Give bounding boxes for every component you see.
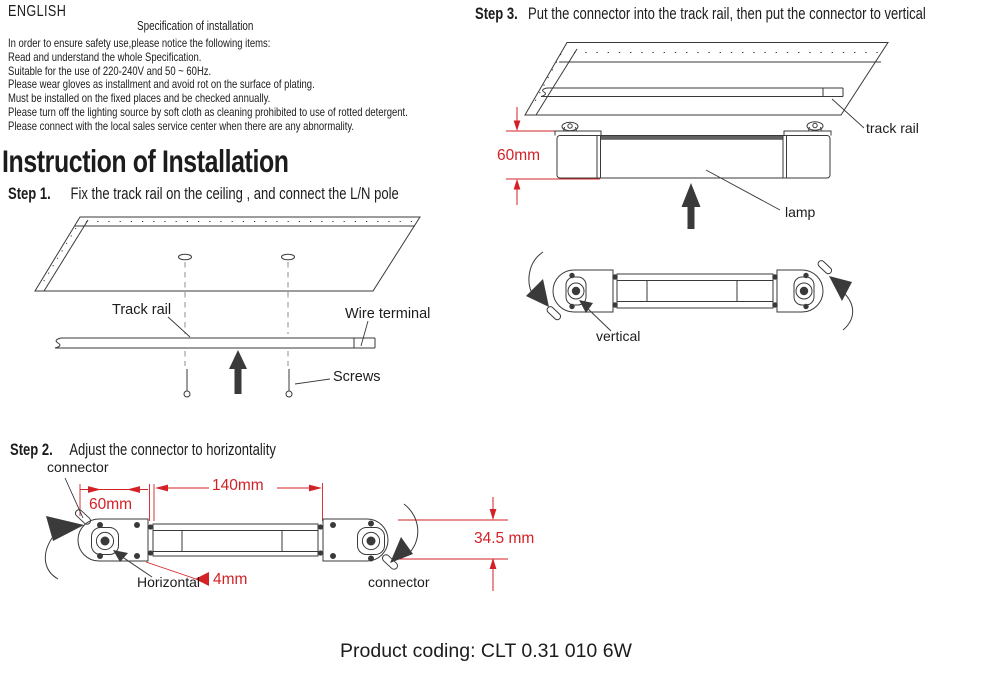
- step3-label: Step 3.: [475, 5, 518, 23]
- alignment-guides: [185, 262, 288, 366]
- safety-notice-item: Suitable for the use of 220-240V and 50 ~ 60Hz.: [8, 63, 212, 78]
- connector-knob: [807, 122, 823, 131]
- release-tab: [546, 305, 562, 321]
- rotate-arrow-right: [390, 504, 418, 563]
- lamp-label: lamp: [785, 204, 816, 220]
- step1-description: Fix the track rail on the ceiling , and connect the L/N pole: [70, 185, 399, 203]
- up-arrow: [229, 350, 247, 394]
- connector-label-top: connector: [47, 459, 109, 475]
- dim-4mm-label: 4mm: [213, 571, 248, 588]
- track-rail-drawing: [541, 88, 843, 97]
- safety-notice-list: [8, 37, 408, 134]
- release-tab: [817, 259, 833, 275]
- screws-label: Screws: [333, 369, 381, 385]
- lamp-leader: [706, 170, 780, 210]
- rotate-arrow-left: [526, 252, 549, 307]
- dim-60mm-label: 60mm: [89, 496, 133, 513]
- lamp-top-view: [74, 508, 399, 570]
- dim-34-5mm-label: 34.5 mm: [474, 530, 535, 547]
- safety-notice-item: Read and understand the whole Specification.: [8, 49, 202, 64]
- step3-heading: [475, 5, 926, 24]
- horizontal-label: Horizontal: [137, 574, 201, 590]
- step3-track-rail-label: track rail: [866, 120, 919, 136]
- vertical-label: vertical: [596, 328, 641, 344]
- safety-notice-item: Please connect with the local sales service center when there are any abnormality.: [8, 118, 355, 133]
- rotate-arrow-right: [829, 276, 853, 330]
- step2-diagram: [45, 478, 508, 591]
- connector-knob: [794, 277, 814, 305]
- safety-notice-item: In order to ensure safety use,please notice the following items:: [8, 36, 271, 50]
- step1-label: Step 1.: [8, 185, 51, 203]
- step3-dim-60mm-label: 60mm: [497, 147, 541, 164]
- step3-diagram: [506, 43, 888, 332]
- product-coding: Product coding: CLT 0.31 010 6W: [340, 640, 632, 662]
- connector-knob: [562, 122, 578, 131]
- safety-notice-item: Must be installed on the fixed places and be checked annually.: [8, 91, 271, 106]
- lamp-side-view: [555, 122, 831, 178]
- mounting-hole: [282, 254, 295, 260]
- safety-notice-item: Please turn off the lighting source by soft cloth as cleaning prohibited to use of rotted detergent.: [8, 104, 408, 119]
- spec-title: Specification of installation: [137, 19, 254, 33]
- ceiling-panel: [525, 43, 888, 116]
- main-title: Instruction of Installation: [2, 143, 289, 179]
- safety-notice-item: Please wear gloves as installment and avoid rot on the surface of plating.: [8, 77, 315, 92]
- step3-description: Put the connector into the track rail, then put the connector to vertical: [528, 5, 926, 23]
- connector-knob: [566, 277, 586, 305]
- track-rail-drawing: [55, 338, 375, 348]
- connector-knob: [358, 528, 385, 555]
- rotate-arrow-left: [45, 516, 84, 579]
- step2-description: Adjust the connector to horizontality: [69, 441, 276, 459]
- dim-140mm-label: 140mm: [212, 477, 264, 494]
- vertical-leader: [579, 300, 611, 331]
- language-label: ENGLISH: [8, 3, 67, 20]
- step2-heading: [10, 441, 276, 460]
- wire-terminal-label: Wire terminal: [345, 306, 431, 322]
- step2-label: Step 2.: [10, 441, 53, 459]
- mounting-hole: [179, 254, 192, 260]
- connector-label-bottom: connector: [368, 574, 430, 590]
- step1-heading: [8, 185, 399, 204]
- up-arrow: [682, 183, 701, 229]
- ceiling-panel: [35, 217, 420, 291]
- lamp-vertical-view: [546, 259, 833, 321]
- track-rail-label: Track rail: [112, 302, 172, 318]
- screw-heads: [97, 521, 374, 562]
